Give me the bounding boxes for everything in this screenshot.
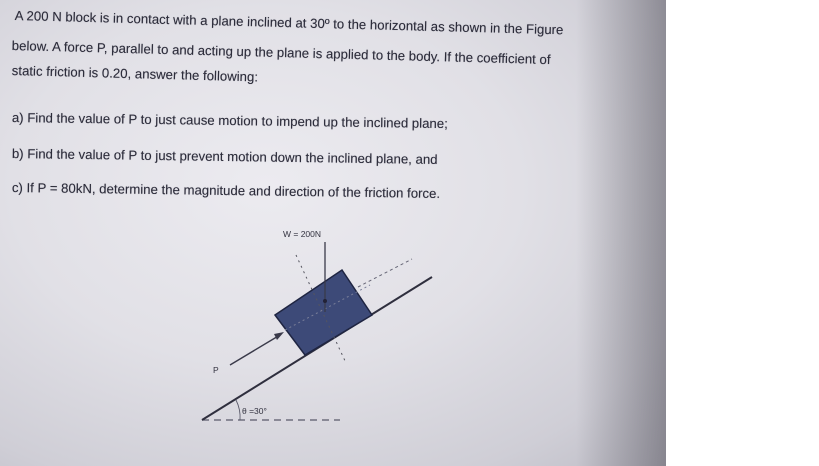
block xyxy=(275,270,372,355)
force-p-arrow xyxy=(230,335,280,365)
question-a: a) Find the value of P to just cause motion to impend up the inclined plane; xyxy=(11,110,448,132)
question-c: c) If P = 80kN, determine the magnitude and direction of the friction force. xyxy=(11,180,441,201)
force-p-arrowhead xyxy=(274,332,284,340)
plane-parallel-dashed-line xyxy=(358,259,412,287)
inclined-plane-figure xyxy=(180,215,460,440)
problem-statement-line-2: below. A force P, parallel to and acting up the plane is applied to the body. If the coefficient of xyxy=(11,38,551,68)
weight-label: W = 200N xyxy=(283,229,322,239)
block-center-dot xyxy=(323,299,327,303)
force-p-label: P xyxy=(213,365,219,375)
question-b: b) Find the value of P to just prevent motion down the inclined plane, and xyxy=(11,146,438,167)
problem-statement-line-3: static friction is 0.20, answer the following: xyxy=(11,63,259,85)
angle-arc xyxy=(236,400,240,420)
problem-statement-line-1: A 200 N block is in contact with a plane inclined at 30º to the horizontal as shown in the Figure xyxy=(14,8,564,38)
angle-label: θ =30° xyxy=(242,406,267,416)
